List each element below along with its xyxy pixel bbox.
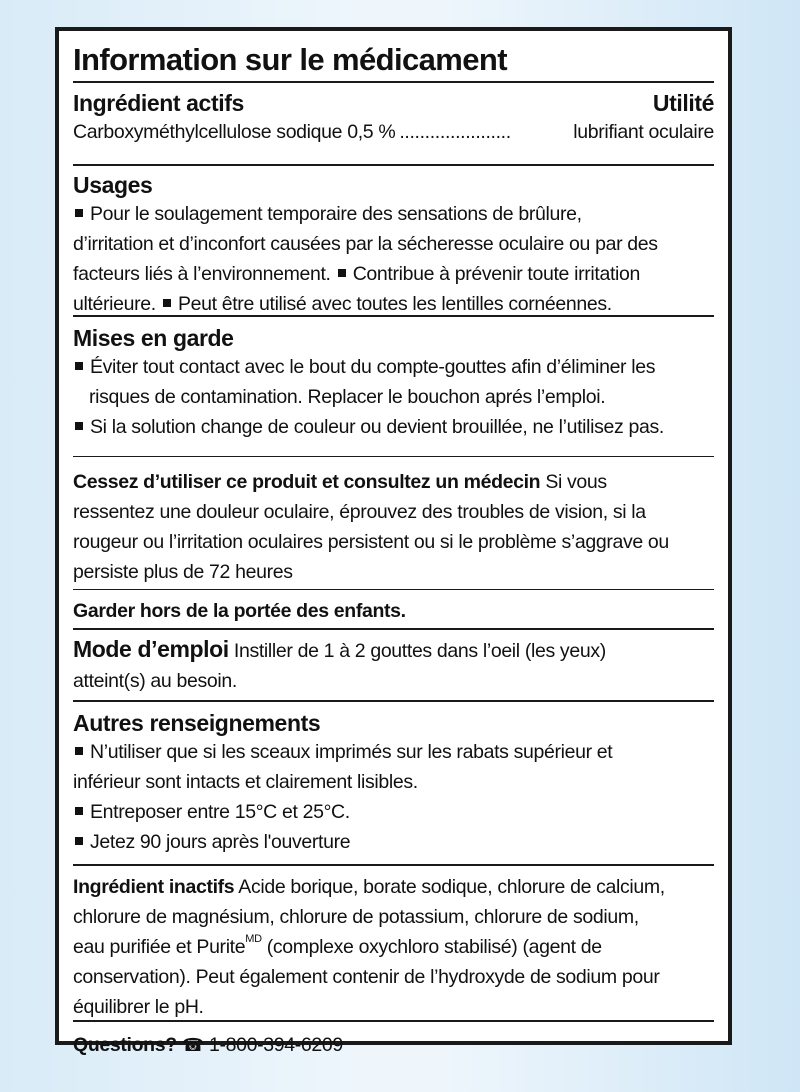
other-info-1-line-2: inférieur sont intacts et clairement lisibles. xyxy=(73,771,418,793)
inactive-line-2: chlorure de magnésium, chlorure de potassium, chlorure de sodium, xyxy=(73,906,639,928)
inactive-line-4: conservation). Peut également contenir de l’hydroxyde de sodium pour xyxy=(73,966,660,988)
directions-line-2: atteint(s) au besoin. xyxy=(73,670,237,692)
stop-use-line-4: persiste plus de 72 heures xyxy=(73,561,293,583)
bullet-icon xyxy=(338,269,346,277)
questions-label: Questions? xyxy=(73,1034,177,1056)
purpose-heading: Utilité xyxy=(652,90,714,116)
other-info-3: Jetez 90 jours après l'ouverture xyxy=(90,831,351,853)
warning-1-line-1: Éviter tout contact avec le bout du compte-gouttes afin d’éliminer les xyxy=(90,356,656,378)
keep-away-section xyxy=(73,590,714,630)
bullet-icon xyxy=(75,362,83,370)
other-info-1-line-1: N’utiliser que si les sceaux imprimés sur les rabats supérieur et xyxy=(90,741,613,763)
uses-section xyxy=(73,166,714,317)
inactive-line-3a: eau purifiée et Purite xyxy=(73,936,246,958)
uses-line-4b: Peut être utilisé avec toutes les lentilles cornéennes. xyxy=(177,293,612,315)
active-ingredients-section xyxy=(73,83,714,166)
warning-1-line-2: risques de contamination. Replacer le bouchon aprés l’emploi. xyxy=(89,386,606,408)
uses-line-4a: ultérieure. xyxy=(73,293,156,315)
bullet-icon xyxy=(75,747,83,755)
uses-line-2: d’irritation et d’inconfort causées par la sécheresse oculaire ou par des xyxy=(73,233,658,255)
warnings-section xyxy=(73,317,714,457)
stop-use-line-2: ressentez une douleur oculaire, éprouvez des troubles de vision, si la xyxy=(73,501,646,523)
stop-use-text-1: Si vous xyxy=(545,471,607,493)
questions-section xyxy=(73,1022,714,1061)
trademark-sup: MD xyxy=(245,933,262,945)
directions-heading: Mode d’emploi xyxy=(73,636,229,662)
bullet-icon xyxy=(75,837,83,845)
uses-heading: Usages xyxy=(73,172,153,198)
phone-icon: ☎ xyxy=(181,1035,204,1056)
other-info-section xyxy=(73,702,714,866)
page-title: Information sur le médicament xyxy=(73,42,507,77)
stop-use-line-3: rougeur ou l’irritation oculaires persistent ou si le problème s’aggrave ou xyxy=(73,531,669,553)
active-ingredients-heading: Ingrédient actifs xyxy=(73,90,244,116)
directions-text-1: Instiller de 1 à 2 gouttes dans l’oeil (les yeux) xyxy=(233,640,606,662)
stop-use-heading: Cessez d’utiliser ce produit et consultez un médecin xyxy=(73,471,541,493)
active-ingredient: Carboxyméthylcellulose sodique 0,5 % xyxy=(73,121,396,143)
active-purpose: lubrifiant oculaire xyxy=(573,121,714,143)
directions-section xyxy=(73,630,714,702)
keep-away-text: Garder hors de la portée des enfants. xyxy=(73,600,406,622)
inactive-line-5: équilibrer le pH. xyxy=(73,996,204,1018)
title-section xyxy=(73,31,714,83)
drug-facts-panel xyxy=(55,27,732,1056)
uses-line-1: Pour le soulagement temporaire des sensations de brûlure, xyxy=(90,203,582,225)
inactive-ingredients-heading: Ingrédient inactifs xyxy=(73,876,235,898)
warnings-heading: Mises en garde xyxy=(73,325,234,351)
uses-line-3b: Contribue à prévenir toute irritation xyxy=(352,263,640,285)
bullet-icon xyxy=(75,807,83,815)
bullet-icon xyxy=(75,422,83,430)
phone-number[interactable]: 1-800-394-6209 xyxy=(209,1034,343,1056)
bullet-icon xyxy=(163,299,171,307)
inactive-text-1: Acide borique, borate sodique, chlorure de calcium, xyxy=(238,876,665,898)
other-info-2: Entreposer entre 15°C et 25°C. xyxy=(90,801,350,823)
bullet-icon xyxy=(75,209,83,217)
leader-dots: ...................... xyxy=(399,121,511,143)
other-info-heading: Autres renseignements xyxy=(73,710,321,736)
inactive-ingredients-section xyxy=(73,866,714,1022)
inactive-line-3b: (complexe oxychloro stabilisé) (agent de xyxy=(266,936,602,958)
stop-use-section xyxy=(73,457,714,590)
uses-line-3a: facteurs liés à l’environnement. xyxy=(73,263,331,285)
warning-2: Si la solution change de couleur ou devient brouillée, ne l’utilisez pas. xyxy=(90,416,664,438)
